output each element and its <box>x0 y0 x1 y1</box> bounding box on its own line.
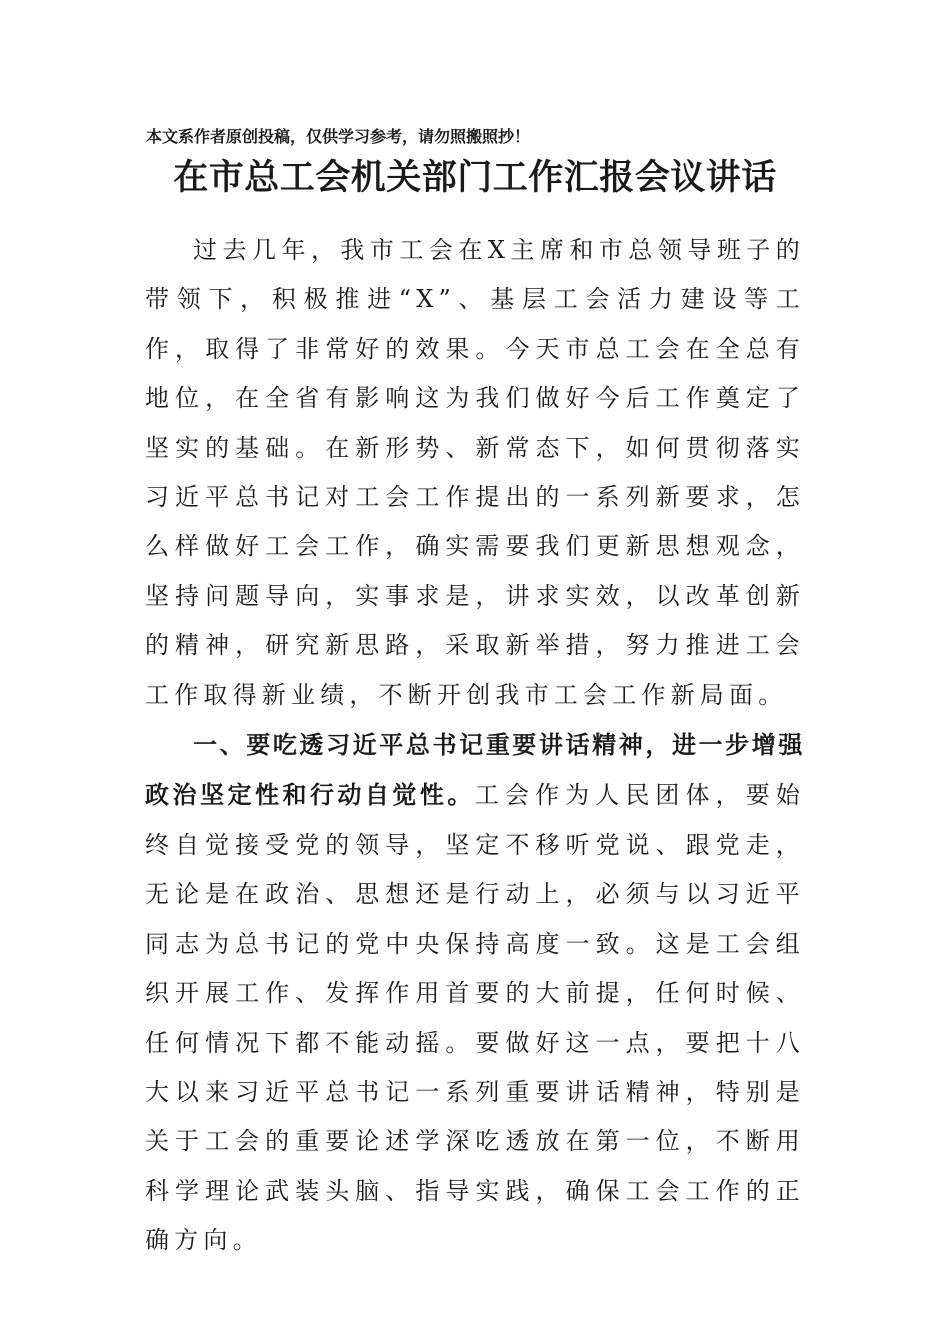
page-title: 在市总工会机关部门工作汇报会议讲话 <box>173 157 777 198</box>
paragraph-intro <box>145 226 805 720</box>
paragraph-text: 过去几年，我市工会在X主席和市总领导班子的带领下，积极推进“X”、基层工会活力建设等工作，取得了非常好的效果。今天市总工会在全总有地位，在全省有影响这为我们做好今后工作奠定了坚实的基础。在新形势、新常态下，如何贯彻落实习近平总书记对工会工作提出的一系列新要求，怎么样做好工会工作，确实需要我们更新思想观念，坚持问题导向，实事求是，讲求实效，以改革创新的精神，研究新思路，采取新举措，努力推进工会工作取得新业绩，不断开创我市工会工作新局面。 <box>145 236 805 709</box>
paragraph-section-1 <box>145 720 805 1265</box>
paragraph-text: 工会作为人民团体，要始终自觉接受党的领导，坚定不移听党说、跟党走，无论是在政治、思想还是行动上，必须与以习近平同志为总书记的党中央保持高度一致。这是工会组织开展工作、发挥作用首要的大前提，任何时候、任何情况下都不能动摇。要做好这一点，要把十八大以来习近平总书记一系列重要讲话精神，特别是关于工会的重要论述学深吃透放在第一位，不断用科学理论武装头脑、指导实践，确保工会工作的正确方向。 <box>145 781 805 1255</box>
section-heading: 一、要吃透习近平总书记重要讲话精神，进一步增强政治坚定性和行动自觉性。 <box>145 730 805 810</box>
document-body <box>145 226 805 1266</box>
copyright-notice: 本文系作者原创投稿，仅供学习参考，请勿照搬照抄！ <box>146 127 531 146</box>
